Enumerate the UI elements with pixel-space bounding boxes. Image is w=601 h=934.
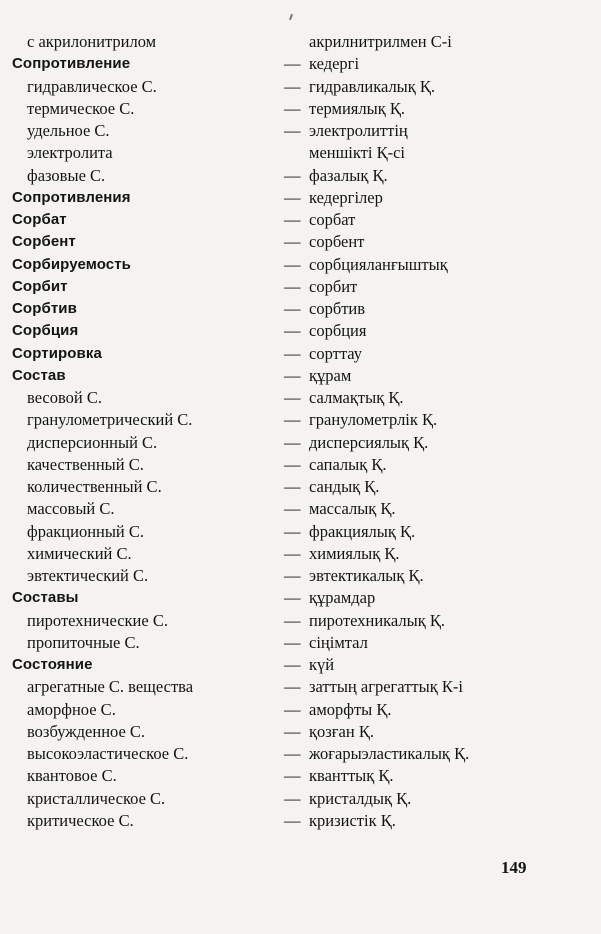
separator-dash: — xyxy=(284,655,301,674)
sub-entry xyxy=(0,98,601,120)
kazakh-term: қозған Қ. xyxy=(309,721,374,741)
russian-term: термическое С. xyxy=(27,98,135,118)
russian-term: высокоэластическое С. xyxy=(27,744,189,763)
separator-dash: — xyxy=(284,610,301,630)
kazakh-term: эвтектикалық Қ. xyxy=(309,566,424,585)
separator-dash: — xyxy=(284,210,301,229)
russian-term: весовой С. xyxy=(27,388,103,407)
print-mark xyxy=(289,14,293,20)
separator-dash: — xyxy=(284,721,301,741)
sub-entry xyxy=(0,699,601,721)
headword-entry xyxy=(0,587,601,609)
headword-entry xyxy=(0,343,601,365)
russian-term: квантовое С. xyxy=(27,766,117,786)
headword-entry xyxy=(0,53,601,75)
kazakh-term: жоғарыэластикалық Қ. xyxy=(309,744,470,763)
separator-dash: — xyxy=(284,499,301,519)
russian-term: Сорбит xyxy=(12,277,68,295)
russian-term: электролита xyxy=(27,143,113,163)
kazakh-term: құрамдар xyxy=(309,588,376,608)
sub-entry xyxy=(0,788,601,810)
kazakh-term: кристалдық Қ. xyxy=(309,788,412,808)
headword-entry xyxy=(0,254,601,276)
russian-term: массовый С. xyxy=(27,499,115,519)
kazakh-term: фазалық Қ. xyxy=(309,165,388,185)
separator-dash: — xyxy=(284,165,301,185)
separator-dash: — xyxy=(284,588,301,608)
separator-dash: — xyxy=(284,321,301,341)
kazakh-term: термиялық Қ. xyxy=(309,98,405,118)
russian-term: химический С. xyxy=(27,543,132,563)
kazakh-term: заттың агрегаттық К-і xyxy=(309,677,463,697)
page-number: 149 xyxy=(501,858,527,877)
sub-entry xyxy=(0,676,601,698)
sub-entry xyxy=(0,521,601,543)
russian-term: Сорбция xyxy=(12,322,79,340)
separator-dash: — xyxy=(284,699,301,719)
russian-term: дисперсионный С. xyxy=(27,432,158,452)
separator-dash: — xyxy=(284,187,301,207)
separator-dash: — xyxy=(284,477,301,496)
sub-entry xyxy=(0,543,601,565)
sub-entry xyxy=(0,476,601,498)
sub-entry xyxy=(0,743,601,765)
sub-entry xyxy=(0,454,601,476)
kazakh-term: сіңімтал xyxy=(309,632,368,652)
entry-list xyxy=(0,31,601,832)
russian-term: аморфное С. xyxy=(27,699,116,719)
separator-dash: — xyxy=(284,766,301,786)
russian-term: с акрилонитрилом xyxy=(27,32,157,51)
sub-entry xyxy=(0,810,601,832)
sub-entry xyxy=(0,498,601,520)
headword-entry xyxy=(0,231,601,253)
russian-term: фракционный С. xyxy=(27,521,145,541)
separator-dash: — xyxy=(284,677,301,697)
sub-entry xyxy=(0,76,601,98)
separator-dash: — xyxy=(284,254,301,274)
kazakh-term: сорбцияланғыштық xyxy=(309,254,448,274)
russian-term: возбужденное С. xyxy=(27,721,146,741)
separator-dash: — xyxy=(284,521,301,541)
russian-term: Состояние xyxy=(12,656,93,673)
kazakh-term: сорбат xyxy=(309,210,356,229)
kazakh-term: сорбтив xyxy=(309,299,366,318)
separator-dash: — xyxy=(284,121,301,140)
kazakh-term: кванттық Қ. xyxy=(309,766,394,786)
kazakh-term: электролиттің xyxy=(309,121,408,140)
separator-dash: — xyxy=(284,232,301,252)
headword-entry xyxy=(0,209,601,231)
separator-dash: — xyxy=(284,632,301,652)
headword-entry xyxy=(0,320,601,342)
russian-term: пропиточные С. xyxy=(27,632,140,652)
kazakh-term: салмақтық Қ. xyxy=(309,388,404,407)
separator-dash: — xyxy=(284,454,301,474)
kazakh-term: гидравликалық Қ. xyxy=(309,76,436,96)
russian-term: Сопротивления xyxy=(12,188,131,206)
russian-term: гидравлическое С. xyxy=(27,76,157,96)
kazakh-term: дисперсиялық Қ. xyxy=(309,432,429,452)
headword-entry xyxy=(0,298,601,320)
kazakh-term: кедергі xyxy=(309,54,360,74)
headword-entry xyxy=(0,276,601,298)
russian-term: агрегатные С. вещества xyxy=(27,677,194,697)
sub-entry xyxy=(0,387,601,409)
separator-dash: — xyxy=(284,276,301,296)
kazakh-term: құрам xyxy=(309,365,352,385)
kazakh-term: кризистік Қ. xyxy=(309,810,396,830)
headword-entry xyxy=(0,187,601,209)
russian-term: удельное С. xyxy=(27,121,110,140)
kazakh-term: фракциялық Қ. xyxy=(309,521,416,541)
kazakh-term: кедергілер xyxy=(309,187,383,207)
headword-entry xyxy=(0,365,601,387)
russian-term: Сорбент xyxy=(12,233,76,251)
russian-term: Сорбируемость xyxy=(12,255,131,273)
kazakh-term: массалық Қ. xyxy=(309,499,396,519)
sub-entry xyxy=(0,765,601,787)
kazakh-term: сорбит xyxy=(309,276,358,296)
kazakh-term: сапалық Қ. xyxy=(309,454,387,474)
russian-term: Составы xyxy=(12,589,79,607)
russian-term: кристаллическое С. xyxy=(27,788,166,808)
russian-term: пиротехнические С. xyxy=(27,610,168,630)
russian-term: Сортировка xyxy=(12,344,102,362)
kazakh-term: сандық Қ. xyxy=(309,477,380,496)
separator-dash: — xyxy=(284,788,301,808)
separator-dash: — xyxy=(284,744,301,763)
russian-term: Сорбат xyxy=(12,211,67,228)
sub-entry xyxy=(0,120,601,142)
sub-entry xyxy=(0,610,601,632)
russian-term: Сорбтив xyxy=(12,300,77,317)
sub-entry xyxy=(0,432,601,454)
kazakh-term: сорбент xyxy=(309,232,365,252)
headword-entry xyxy=(0,654,601,676)
separator-dash: — xyxy=(284,299,301,318)
russian-term: Состав xyxy=(12,366,66,384)
separator-dash: — xyxy=(284,810,301,830)
russian-term: качественный С. xyxy=(27,454,144,474)
sub-entry xyxy=(0,165,601,187)
separator-dash: — xyxy=(284,566,301,585)
russian-term: эвтектический С. xyxy=(27,566,149,585)
sub-entry xyxy=(0,409,601,431)
kazakh-term: сорттау xyxy=(309,343,362,363)
russian-term: Сопротивление xyxy=(12,55,131,73)
russian-term: фазовые С. xyxy=(27,165,106,185)
kazakh-term: күй xyxy=(309,655,335,674)
kazakh-term: пиротехникалық Қ. xyxy=(309,610,445,630)
sub-entry xyxy=(0,31,601,53)
kazakh-term: меншікті Қ-сі xyxy=(309,143,406,163)
separator-dash: — xyxy=(284,343,301,363)
separator-dash: — xyxy=(284,410,301,430)
separator-dash: — xyxy=(284,54,301,74)
kazakh-term: сорбция xyxy=(309,321,367,341)
sub-entry xyxy=(0,632,601,654)
russian-term: гранулометрический С. xyxy=(27,410,193,430)
separator-dash: — xyxy=(284,432,301,452)
kazakh-term: акрилнитрилмен С-і xyxy=(309,32,452,51)
separator-dash: — xyxy=(284,543,301,563)
russian-term: количественный С. xyxy=(27,477,162,496)
kazakh-term: аморфты Қ. xyxy=(309,699,392,719)
russian-term: критическое С. xyxy=(27,810,134,830)
separator-dash: — xyxy=(284,365,301,385)
separator-dash: — xyxy=(284,98,301,118)
separator-dash: — xyxy=(284,388,301,407)
sub-entry xyxy=(0,565,601,587)
sub-entry xyxy=(0,142,601,164)
sub-entry xyxy=(0,721,601,743)
separator-dash: — xyxy=(284,76,301,96)
kazakh-term: химиялық Қ. xyxy=(309,543,400,563)
kazakh-term: гранулометрлік Қ. xyxy=(309,410,438,430)
